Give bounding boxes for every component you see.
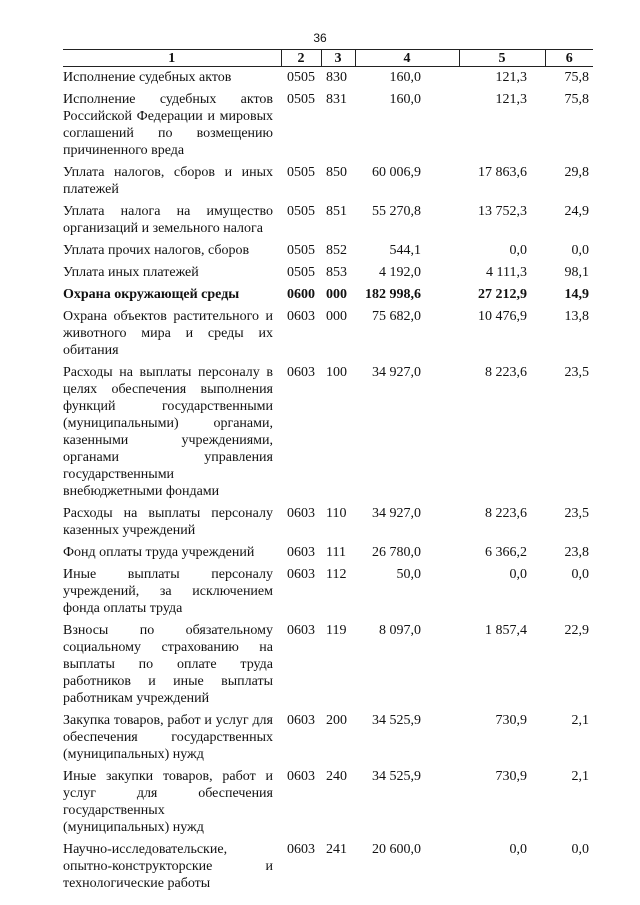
row-section-code: 0603	[287, 842, 315, 857]
row-percent: 0,0	[571, 567, 589, 582]
row-percent: 23,8	[564, 545, 589, 560]
header-col-type: 3	[321, 50, 355, 67]
row-name: Исполнение судебных актов	[63, 70, 232, 85]
header-col-name: 1	[63, 50, 281, 67]
row-name: Иные выплаты персоналу учреждений, за исключением фонда оплаты труда	[63, 567, 273, 616]
header-col-plan: 4	[355, 50, 459, 67]
row-percent: 98,1	[564, 265, 589, 280]
row-actual-amount: 0,0	[509, 243, 527, 258]
row-section-code: 0603	[287, 309, 315, 324]
row-expense-type: 112	[326, 567, 347, 582]
row-section-code: 0603	[287, 365, 315, 380]
row-section-code: 0603	[287, 506, 315, 521]
table-row	[63, 242, 593, 264]
row-name: Расходы на выплаты персоналу казенных учреждений	[63, 506, 273, 538]
table-row	[63, 544, 593, 566]
row-section-code: 0600	[287, 287, 315, 302]
row-name: Уплата налога на имущество организаций и земельного налога	[63, 204, 273, 236]
row-section-code: 0603	[287, 623, 315, 638]
row-section-code: 0505	[287, 92, 315, 107]
row-expense-type: 831	[326, 92, 347, 107]
row-name: Исполнение судебных актов Российской Федерации и мировых соглашений по возмещению причиненного вреда	[63, 92, 273, 158]
table-row	[63, 91, 593, 164]
table-row	[63, 164, 593, 203]
row-name: Уплата налогов, сборов и иных платежей	[63, 165, 273, 197]
row-actual-amount: 121,3	[495, 70, 527, 85]
row-percent: 0,0	[571, 243, 589, 258]
row-expense-type: 119	[326, 623, 347, 638]
row-planned-amount: 34 927,0	[372, 506, 421, 521]
row-percent: 23,5	[564, 365, 589, 380]
row-actual-amount: 8 223,6	[485, 365, 527, 380]
row-percent: 75,8	[564, 70, 589, 85]
table-row	[63, 622, 593, 712]
row-planned-amount: 544,1	[389, 243, 421, 258]
row-planned-amount: 26 780,0	[372, 545, 421, 560]
table-row	[63, 264, 593, 286]
row-name: Уплата прочих налогов, сборов	[63, 243, 250, 258]
row-expense-type: 200	[326, 713, 347, 728]
row-actual-amount: 730,9	[495, 769, 527, 784]
row-name: Охрана объектов растительного и животного мира и среды их обитания	[63, 309, 273, 358]
budget-table	[63, 49, 593, 897]
row-actual-amount: 13 752,3	[478, 204, 527, 219]
row-section-code: 0505	[287, 204, 315, 219]
row-percent: 24,9	[564, 204, 589, 219]
row-expense-type: 240	[326, 769, 347, 784]
header-col-percent: 6	[545, 50, 593, 67]
row-planned-amount: 160,0	[389, 70, 421, 85]
row-actual-amount: 6 366,2	[485, 545, 527, 560]
row-actual-amount: 1 857,4	[485, 623, 527, 638]
row-name: Взносы по обязательному социальному страхованию на выплаты по оплате труда работников и иные выплаты работникам учреждений	[63, 623, 273, 706]
row-section-code: 0505	[287, 243, 315, 258]
table-row	[63, 566, 593, 622]
row-section-code: 0603	[287, 769, 315, 784]
row-actual-amount: 27 212,9	[478, 287, 527, 302]
table-row	[63, 308, 593, 364]
row-percent: 29,8	[564, 165, 589, 180]
row-expense-type: 830	[326, 70, 347, 85]
page-number: 36	[313, 31, 327, 45]
row-actual-amount: 730,9	[495, 713, 527, 728]
row-expense-type: 100	[326, 365, 347, 380]
row-percent: 0,0	[571, 842, 589, 857]
row-planned-amount: 8 097,0	[379, 623, 421, 638]
row-percent: 2,1	[571, 769, 589, 784]
table-row	[63, 712, 593, 768]
row-planned-amount: 55 270,8	[372, 204, 421, 219]
table-row	[63, 67, 593, 92]
row-expense-type: 853	[326, 265, 347, 280]
row-actual-amount: 0,0	[509, 842, 527, 857]
row-expense-type: 110	[326, 506, 347, 521]
row-expense-type: 852	[326, 243, 347, 258]
row-percent: 13,8	[564, 309, 589, 324]
row-expense-type: 241	[326, 842, 347, 857]
row-actual-amount: 8 223,6	[485, 506, 527, 521]
row-expense-type: 850	[326, 165, 347, 180]
row-planned-amount: 60 006,9	[372, 165, 421, 180]
header-col-fact: 5	[459, 50, 545, 67]
table-row	[63, 203, 593, 242]
row-planned-amount: 34 525,9	[372, 769, 421, 784]
header-row	[63, 50, 593, 67]
row-planned-amount: 20 600,0	[372, 842, 421, 857]
row-expense-type: 000	[326, 309, 347, 324]
row-name: Научно-исследовательские, опытно-конструкторские и технологические работы	[63, 842, 273, 891]
row-actual-amount: 4 111,3	[486, 265, 527, 280]
table-row	[63, 505, 593, 544]
table-row	[63, 768, 593, 841]
row-planned-amount: 75 682,0	[372, 309, 421, 324]
table-row	[63, 364, 593, 505]
table-row	[63, 841, 593, 897]
table-body	[63, 67, 593, 898]
row-percent: 75,8	[564, 92, 589, 107]
row-actual-amount: 17 863,6	[478, 165, 527, 180]
row-percent: 2,1	[571, 713, 589, 728]
row-name: Иные закупки товаров, работ и услуг для обеспечения государственных (муниципальных) нужд	[63, 769, 273, 835]
row-actual-amount: 0,0	[509, 567, 527, 582]
row-percent: 22,9	[564, 623, 589, 638]
row-section-code: 0603	[287, 713, 315, 728]
row-name: Закупка товаров, работ и услуг для обеспечения государственных (муниципальных) нужд	[63, 713, 273, 762]
row-name: Фонд оплаты труда учреждений	[63, 545, 255, 560]
row-section-code: 0603	[287, 567, 315, 582]
header-col-section: 2	[281, 50, 321, 67]
row-actual-amount: 121,3	[495, 92, 527, 107]
row-planned-amount: 34 927,0	[372, 365, 421, 380]
table-row	[63, 286, 593, 308]
row-name: Уплата иных платежей	[63, 265, 199, 280]
row-expense-type: 851	[326, 204, 347, 219]
row-section-code: 0505	[287, 265, 315, 280]
row-planned-amount: 50,0	[396, 567, 421, 582]
row-planned-amount: 34 525,9	[372, 713, 421, 728]
row-name: Охрана окружающей среды	[63, 287, 240, 302]
row-percent: 14,9	[564, 287, 589, 302]
row-expense-type: 000	[326, 287, 347, 302]
row-section-code: 0603	[287, 545, 315, 560]
row-percent: 23,5	[564, 506, 589, 521]
row-expense-type: 111	[326, 545, 346, 560]
row-planned-amount: 4 192,0	[379, 265, 421, 280]
row-planned-amount: 160,0	[389, 92, 421, 107]
table-header	[63, 50, 593, 67]
row-planned-amount: 182 998,6	[365, 287, 421, 302]
row-name: Расходы на выплаты персоналу в целях обеспечения выполнения функций государственными (муниципальными) органами, казенными учреждениями, органами управления государственными внебюджетными фондами	[63, 365, 273, 499]
row-section-code: 0505	[287, 70, 315, 85]
row-section-code: 0505	[287, 165, 315, 180]
row-actual-amount: 10 476,9	[478, 309, 527, 324]
